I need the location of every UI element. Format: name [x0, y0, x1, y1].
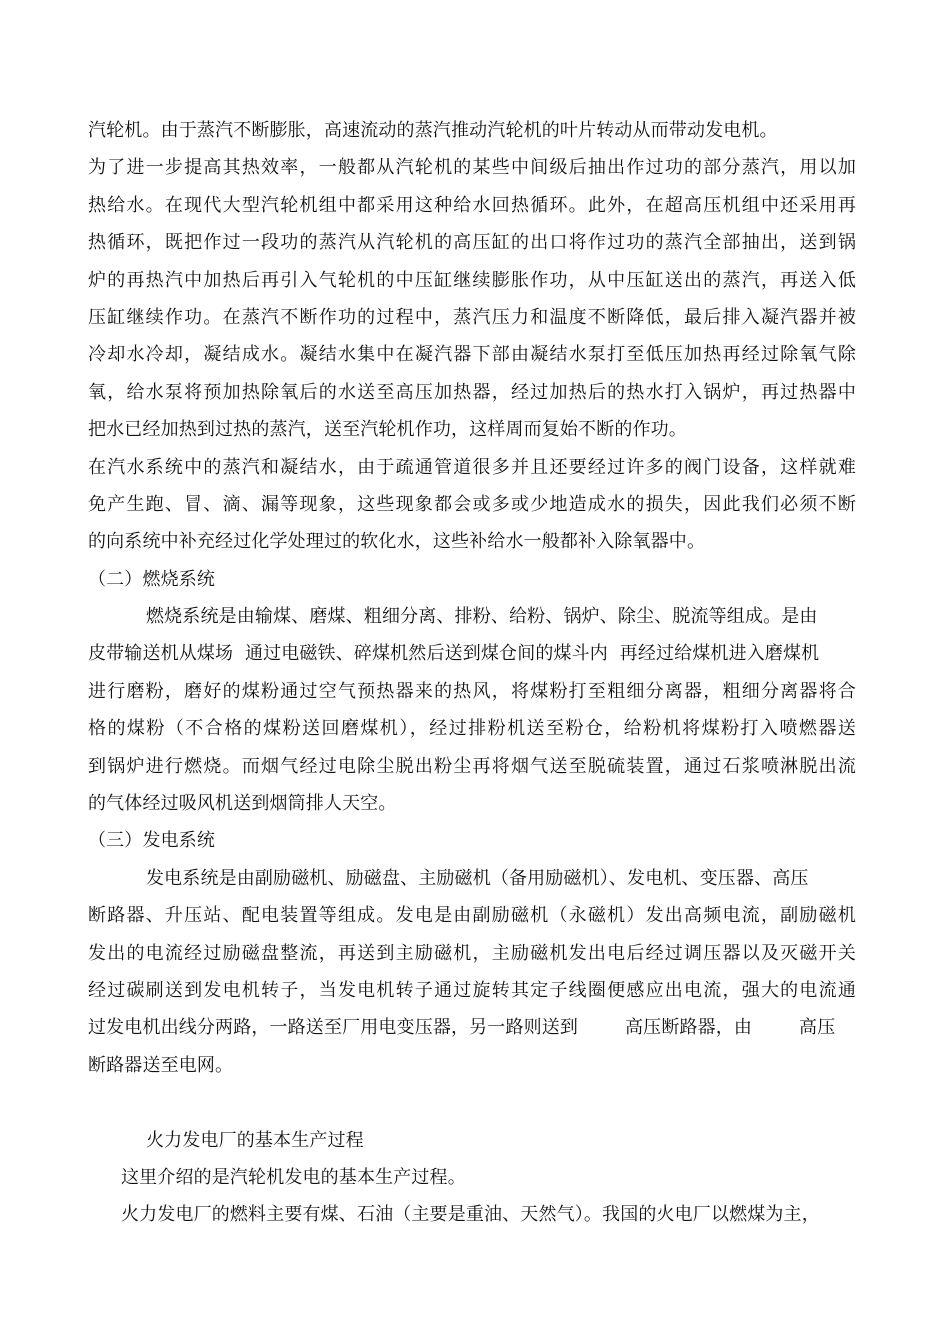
section-heading: （三）发电系统: [88, 830, 216, 852]
text-line: 这里介绍的是汽轮机发电的基本生产过程。: [121, 1166, 466, 1188]
text-line: 过发电机出线分两路，一路送至厂用电变压器，另一路则送到 高压断路器，由 高压: [88, 1017, 836, 1039]
heading: 火力发电厂的基本生产过程: [146, 1129, 364, 1151]
blank-line: [88, 1084, 856, 1121]
text-line: 把水已经加热到过热的蒸汽，送至汽轮机作功，这样周而复始不断的作功。: [88, 419, 687, 441]
text-line: 免产生跑、冒、滴、漏等现象，这些现象都会或多或少地造成水的损失，因此我们必须不断: [88, 493, 856, 515]
text-line: 汽轮机。由于蒸汽不断膨胀，高速流动的蒸汽推动汽轮机的叶片转动从而带动发电机。: [88, 120, 778, 141]
text-line: 热循环，既把作过一段功的蒸汽从汽轮机的高压缸的出口将作过功的蒸汽全部抽出，送到锅: [88, 232, 856, 254]
text-line: 断路器送至电网。: [88, 1054, 234, 1076]
text-line: 在汽水系统中的蒸汽和凝结水，由于疏通管道很多并且还要经过许多的阀门设备，这样就难: [88, 456, 856, 478]
text-line: 皮带输送机从煤场 通过电磁铁、碎煤机然后送到煤仓间的煤斗内 再经过给煤机进入磨煤机: [88, 643, 820, 665]
text-line: 冷却水冷却，凝结成水。凝结水集中在凝汽器下部由凝结水泵打至低压加热再经过除氧气除: [88, 344, 856, 366]
text-line: 炉的再热汽中加热后再引入气轮机的中压缸继续膨胀作功，从中压缸送出的蒸汽，再送入低: [88, 269, 856, 291]
text-line: 为了进一步提高其热效率，一般都从汽轮机的某些中间级后抽出作过功的部分蒸汽，用以加: [88, 157, 856, 179]
section-heading: （二）燃烧系统: [88, 568, 216, 590]
text-line: 的气体经过吸风机送到烟筒排人天空。: [88, 793, 397, 815]
text-line: 热给水。在现代大型汽轮机组中都采用这种给水回热循环。此外，在超高压机组中还采用再: [88, 194, 856, 216]
text-line: 经过碳刷送到发电机转子，当发电机转子通过旋转其定子线圈便感应出电流，强大的电流通: [88, 979, 856, 1001]
text-line: 进行磨粉，磨好的煤粉通过空气预热器来的热风，将煤粉打至粗细分离器，粗细分离器将合: [88, 680, 856, 702]
text-line: 发电系统是由副励磁机、励磁盘、主励磁机（备用励磁机）、发电机、变压器、高压: [146, 867, 809, 889]
text-line: 的向系统中补充经过化学处理过的软化水，这些补给水一般都补入除氧器中。: [88, 531, 706, 553]
text-line: 格的煤粉（不合格的煤粉送回磨煤机），经过排粉机送至粉仓，给粉机将煤粉打入喷燃器送: [88, 718, 856, 740]
text-line: 氧，给水泵将预加热除氧后的水送至高压加热器，经过加热后的热水打入锅炉，再过热器中: [88, 381, 856, 403]
text-line: 压缸继续作功。在蒸汽不断作功的过程中，蒸汽压力和温度不断降低，最后排入凝汽器并被: [88, 306, 856, 328]
document-page: [88, 112, 856, 1234]
text-line: 燃烧系统是由输煤、磨煤、粗细分离、排粉、给粉、锅炉、除尘、脱流等组成。是由: [146, 606, 818, 628]
text-line: 到锅炉进行燃烧。而烟气经过电除尘脱出粉尘再将烟气送至脱硫装置，通过石浆喷淋脱出流: [88, 755, 856, 777]
text-line: 发出的电流经过励磁盘整流，再送到主励磁机，主励磁机发出电后经过调压器以及灭磁开关: [88, 942, 856, 964]
text-line: 断路器、升压站、配电装置等组成。发电是由副励磁机（永磁机）发出高频电流，副励磁机: [88, 905, 856, 927]
text-line: 火力发电厂的燃料主要有煤、石油（主要是重油、天然气）。我国的火电厂以燃煤为主，: [121, 1204, 820, 1226]
